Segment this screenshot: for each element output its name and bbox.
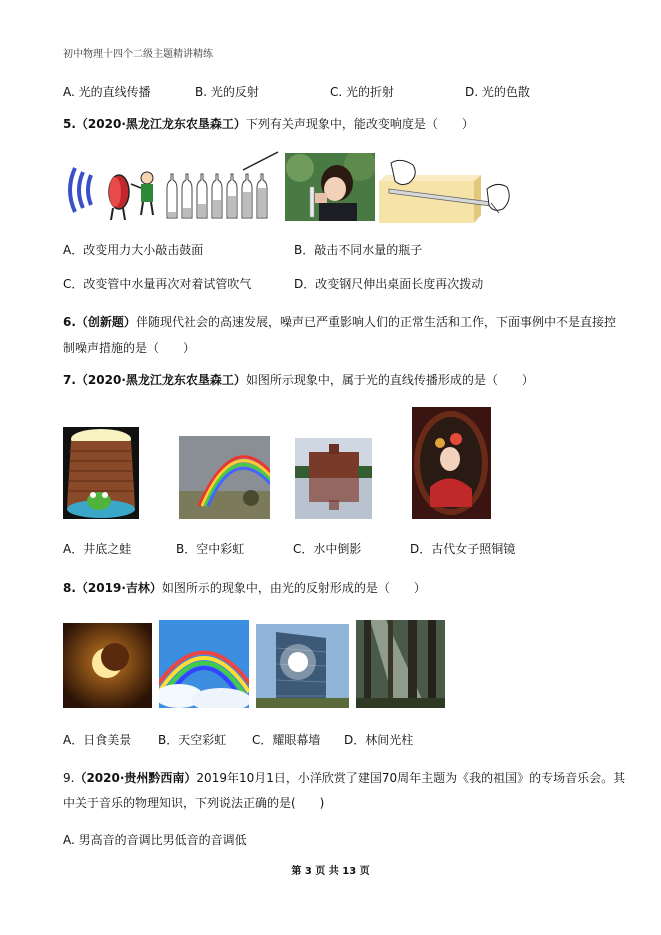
frog-in-well-figure [63, 427, 139, 519]
glass-curtain-wall-photo [256, 624, 349, 708]
q8-source: （2019·吉林） [75, 581, 162, 595]
q6-line-1 [63, 314, 616, 331]
girl-blowing-tube-photo [285, 153, 375, 221]
q8-option-c: C．耀眼幕墙 [252, 733, 321, 747]
q5-option-a: A．改变用力大小敲击鼓面 [63, 243, 204, 257]
q7-option-c: C．水中倒影 [293, 542, 362, 556]
q9-number: 9. [63, 771, 75, 785]
q7-source: （2020·黑龙江龙东农垦森工） [75, 373, 246, 387]
q7-number: 7. [63, 373, 76, 387]
bronze-mirror-photo [412, 407, 491, 519]
q5-option-c: C．改变管中水量再次对着试管吹气 [63, 277, 252, 291]
q7-option-b: B．空中彩虹 [176, 542, 245, 556]
q5-option-d: D．改变钢尺伸出桌面长度再次拨动 [294, 277, 484, 291]
q9-option-a: A. 男高音的音调比男低音的音调低 [63, 833, 247, 847]
q9-source: （2020·贵州黔西南） [74, 771, 197, 785]
castle-reflection-photo [295, 438, 372, 519]
q8-stem: 如图所示的现象中，由光的反射形成的是（ ） [161, 581, 426, 595]
q5-stem: 下列有关声现象中，能改变响度是（ ） [245, 117, 474, 131]
q6-line-2: 制噪声措施的是（ ） [63, 341, 196, 355]
q7-option-d: D．古代女子照铜镜 [410, 542, 516, 556]
rainbow-sky-photo-2 [159, 620, 249, 708]
rainbow-sky-photo-1 [179, 436, 270, 519]
q8-option-d: D．林间光柱 [344, 733, 414, 747]
page-footer: 第 3 页 共 13 页 [291, 866, 370, 877]
page-header: 初中物理十四个二级主题精讲精练 [63, 49, 213, 60]
q6-number: 6. [63, 315, 76, 329]
q9-stem-1: 2019年10月1日，小洋欣赏了建国70周年主题为《我的祖国》的专场音乐会。其 [196, 771, 626, 785]
solar-eclipse-photo [63, 623, 152, 708]
q7-option-a: A．井底之蛙 [63, 542, 132, 556]
q5-source: （2020·黑龙江龙东农垦森工） [75, 117, 246, 131]
q9-line-2: 中关于音乐的物理知识，下列说法正确的是( ) [63, 796, 325, 810]
bottles-figure [163, 150, 283, 222]
q8-number: 8. [63, 581, 76, 595]
q4-option-b: B. 光的反射 [195, 85, 259, 99]
q8-option-a: A．日食美景 [63, 733, 132, 747]
q6-stem-1: 伴随现代社会的高速发展，噪声已严重影响人们的正常生活和工作，下面事例中不是直接控 [135, 315, 616, 329]
drum-figure [63, 160, 163, 220]
q5-option-b: B．敲击不同水量的瓶子 [294, 243, 423, 257]
q6-source: （创新题） [75, 315, 136, 329]
q4-option-a: A. 光的直线传播 [63, 85, 151, 99]
q4-option-c: C. 光的折射 [330, 85, 395, 99]
q8-stem-line [63, 580, 426, 597]
ruler-on-desk-figure [379, 153, 516, 223]
forest-light-beams-photo [356, 620, 445, 708]
q5-stem-line [63, 116, 474, 133]
q9-line-1 [63, 770, 625, 787]
q7-stem: 如图所示现象中，属于光的直线传播形成的是（ ） [245, 373, 534, 387]
q5-number: 5. [63, 117, 76, 131]
q4-option-d: D. 光的色散 [465, 85, 530, 99]
q8-option-b: B．天空彩虹 [158, 733, 227, 747]
q7-stem-line [63, 372, 534, 389]
